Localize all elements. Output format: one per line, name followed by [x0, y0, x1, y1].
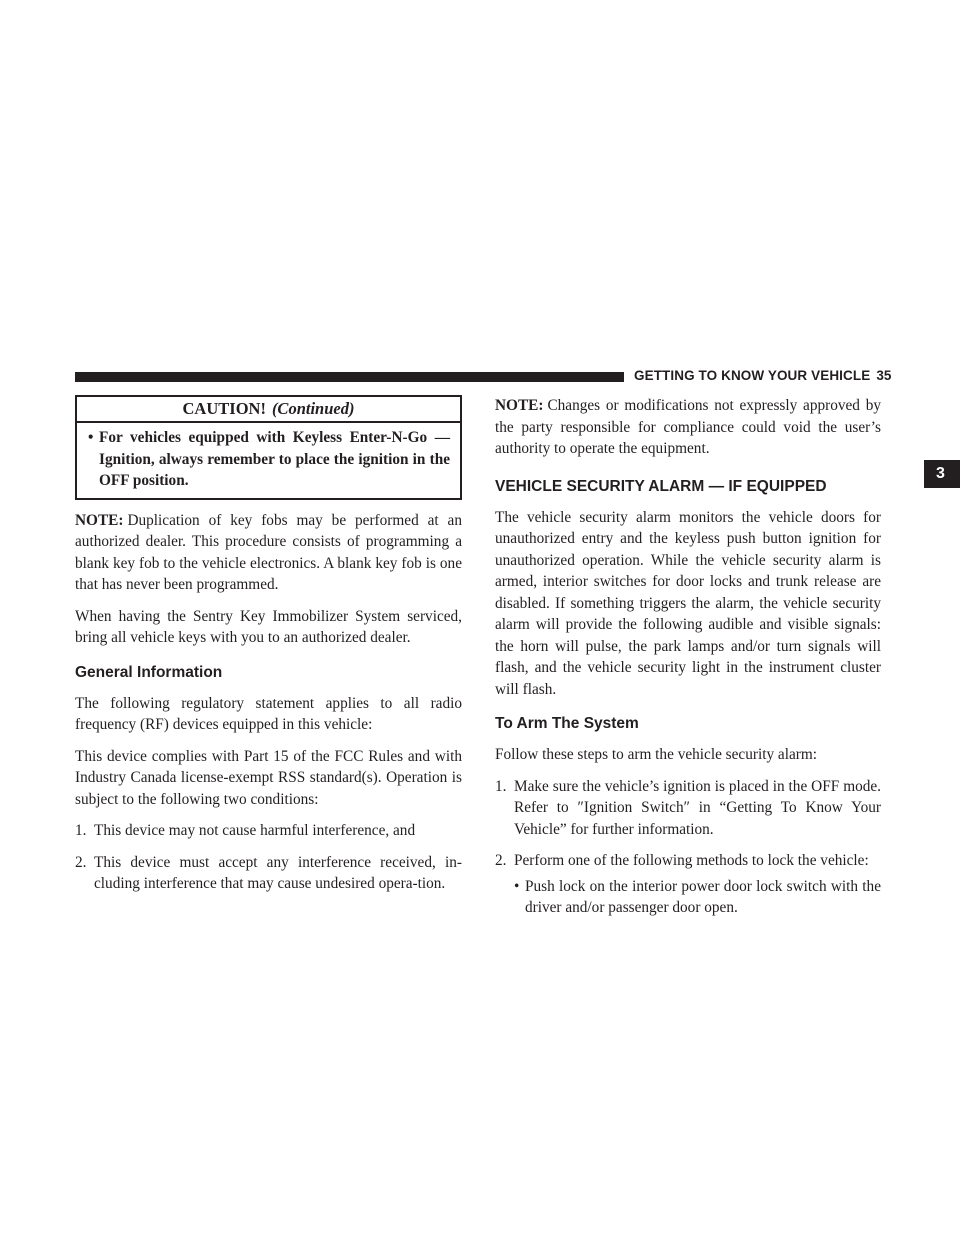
list-item-text: Perform one of the following methods to lock the vehicle:: [514, 852, 869, 869]
caution-title: CAUTION!: [182, 399, 266, 418]
note-label: NOTE:: [495, 397, 544, 414]
note-text: Duplication of key fobs may be performed at an authorized dealer. This procedure consists of programming a blank key fob to the vehicle electronics. A blank key fob is one that has never been programmed.: [75, 511, 462, 593]
regulatory-paragraph: The following regulatory statement applies to all radio frequency (RF) devices equipped in this vehicle:: [75, 694, 462, 733]
list-number: 1.: [495, 777, 507, 795]
sub-bullet-text: Push lock on the interior power door lock switch with the driver and/or passenger door open.: [525, 877, 881, 916]
note-text: Changes or modifications not expressly approved by the party responsible for compliance could void the user’s authority to operate the equipment.: [495, 397, 881, 457]
note-paragraph: [495, 395, 881, 460]
caution-continued: (Continued): [271, 399, 355, 418]
sub-bullet-item: [514, 876, 881, 919]
arm-intro-paragraph: Follow these steps to arm the vehicle security alarm:: [495, 746, 817, 763]
note-label: NOTE:: [75, 511, 124, 529]
note-paragraph: [75, 510, 462, 596]
caution-body: [77, 423, 460, 498]
arm-steps-list: [495, 776, 881, 919]
left-column: [75, 395, 462, 905]
caution-item-text: For vehicles equipped with Keyless Enter-N-Go — Ignition, always remember to place the ignition in the OFF position.: [99, 429, 450, 489]
right-column: [495, 395, 881, 929]
section-title: GETTING TO KNOW YOUR VEHICLE: [634, 368, 871, 383]
list-item: [495, 850, 881, 919]
list-item: [75, 852, 462, 895]
sentry-paragraph: When having the Sentry Key Immobilizer System serviced, bring all vehicle keys with you to an authorized dealer.: [75, 607, 462, 646]
general-information-heading: General Information: [75, 663, 223, 681]
list-item-text: This device may not cause harmful interference, and: [94, 822, 416, 839]
security-alarm-paragraph: The vehicle security alarm monitors the vehicle doors for unauthorized entry and the keyless push button ignition for unauthorized operation. While the vehicle security alarm is armed, interior switches for door locks and trunk release are disabled. If something triggers the alarm, the vehicle security alarm will provide the following audible and visible signals: the horn will pulse, the park lamps and/or turn signals will flash, and the vehicle security light in the instrument cluster will flash.: [495, 508, 881, 698]
caution-heading: [77, 397, 460, 423]
arm-system-heading: To Arm The System: [495, 715, 639, 732]
page-number: 35: [876, 368, 892, 383]
bullet-icon: •: [514, 877, 520, 895]
caution-box: [75, 395, 462, 500]
fcc-paragraph: This device complies with Part 15 of the FCC Rules and with Industry Canada license-exempt RSS standard(s). Operation is subject to the following two conditions:: [75, 747, 462, 808]
header-rule: [75, 372, 624, 382]
list-item-text: This device must accept any interference received, in-cluding interference that may cause undesired opera-tion.: [94, 853, 462, 892]
chapter-tab: 3: [924, 460, 960, 488]
bullet-icon: •: [88, 429, 94, 446]
running-header: [634, 368, 892, 383]
conditions-list: [75, 820, 462, 895]
caution-item: [88, 427, 450, 492]
list-number: 2.: [495, 852, 507, 869]
list-number: 2.: [75, 853, 87, 871]
list-item-text: Make sure the vehicle’s ignition is placed in the OFF mode. Refer to ″Ignition Switch″ in “Getting To Know Your Vehicle” for further information.: [514, 777, 881, 838]
security-alarm-heading: VEHICLE SECURITY ALARM — IF EQUIPPED: [495, 477, 827, 495]
list-number: 1.: [75, 822, 87, 839]
list-item: [75, 820, 462, 842]
list-item: [495, 776, 881, 841]
